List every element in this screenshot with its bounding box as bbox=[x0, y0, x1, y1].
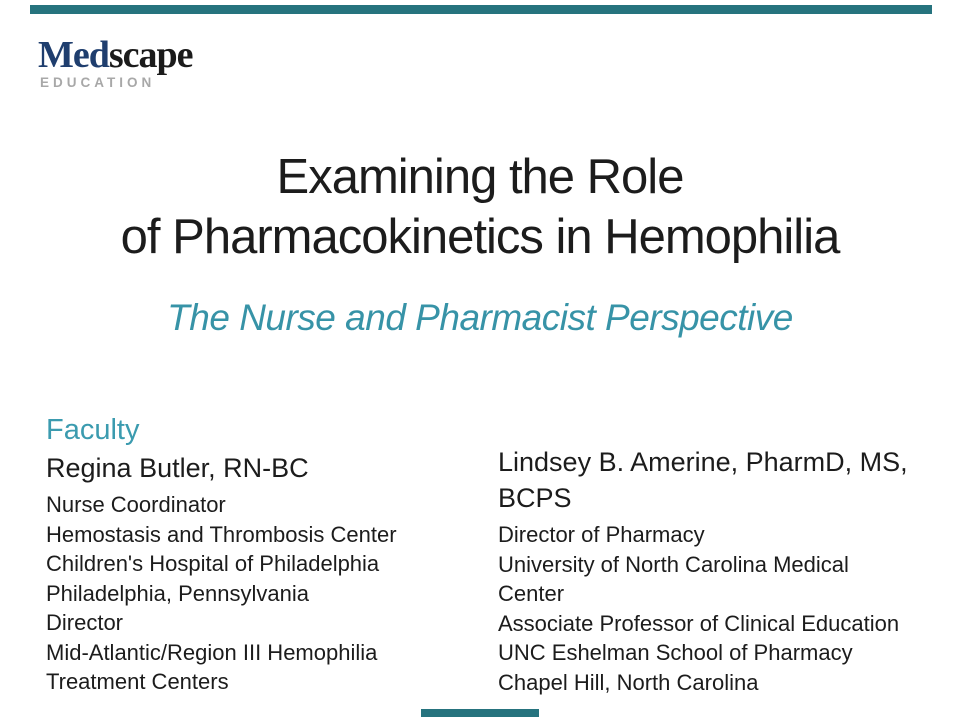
faculty-detail-line: Nurse Coordinator bbox=[46, 492, 226, 517]
logo-med-text: Med bbox=[38, 34, 109, 76]
faculty-name: Regina Butler, RN-BC bbox=[46, 453, 309, 483]
faculty-detail-line: Mid-Atlantic/Region III Hemophilia bbox=[46, 639, 378, 665]
slide-title-line2: of Pharmacokinetics in Hemophilia bbox=[120, 209, 840, 264]
faculty-detail-line: Director of Pharmacy bbox=[498, 522, 705, 547]
bottom-accent-bar bbox=[421, 709, 539, 717]
faculty-right-column bbox=[498, 444, 948, 697]
logo-education-text: EDUCATION bbox=[40, 75, 156, 90]
faculty-name: Lindsey B. Amerine, PharmD, MS, BCPS bbox=[498, 447, 908, 513]
faculty-heading: Faculty bbox=[46, 414, 140, 446]
faculty-detail-line: Philadelphia, Pennsylvania bbox=[46, 580, 309, 606]
faculty-left-column bbox=[46, 450, 486, 697]
logo-wordmark bbox=[38, 36, 193, 74]
slide-subtitle: The Nurse and Pharmacist Perspective bbox=[167, 297, 793, 338]
slide-title-line1: Examining the Role bbox=[276, 150, 684, 204]
faculty-detail-line: Associate Professor of Clinical Education bbox=[498, 610, 900, 636]
faculty-detail-line: Hemostasis and Thrombosis Center bbox=[46, 521, 397, 547]
top-accent-bar bbox=[30, 5, 932, 14]
medscape-education-logo bbox=[38, 36, 193, 90]
faculty-detail-line: Children's Hospital of Philadelphia bbox=[46, 551, 380, 576]
slide-title bbox=[0, 148, 960, 268]
faculty-detail-line: UNC Eshelman School of Pharmacy bbox=[498, 640, 853, 665]
logo-scape-text: scape bbox=[108, 34, 193, 76]
faculty-detail-line: Director bbox=[46, 610, 124, 635]
faculty-detail-line: University of North Carolina Medical bbox=[498, 551, 849, 577]
faculty-detail-line: Chapel Hill, North Carolina bbox=[498, 669, 759, 695]
faculty-detail-line: Treatment Centers bbox=[46, 669, 229, 694]
faculty-detail-line: Center bbox=[498, 581, 565, 606]
